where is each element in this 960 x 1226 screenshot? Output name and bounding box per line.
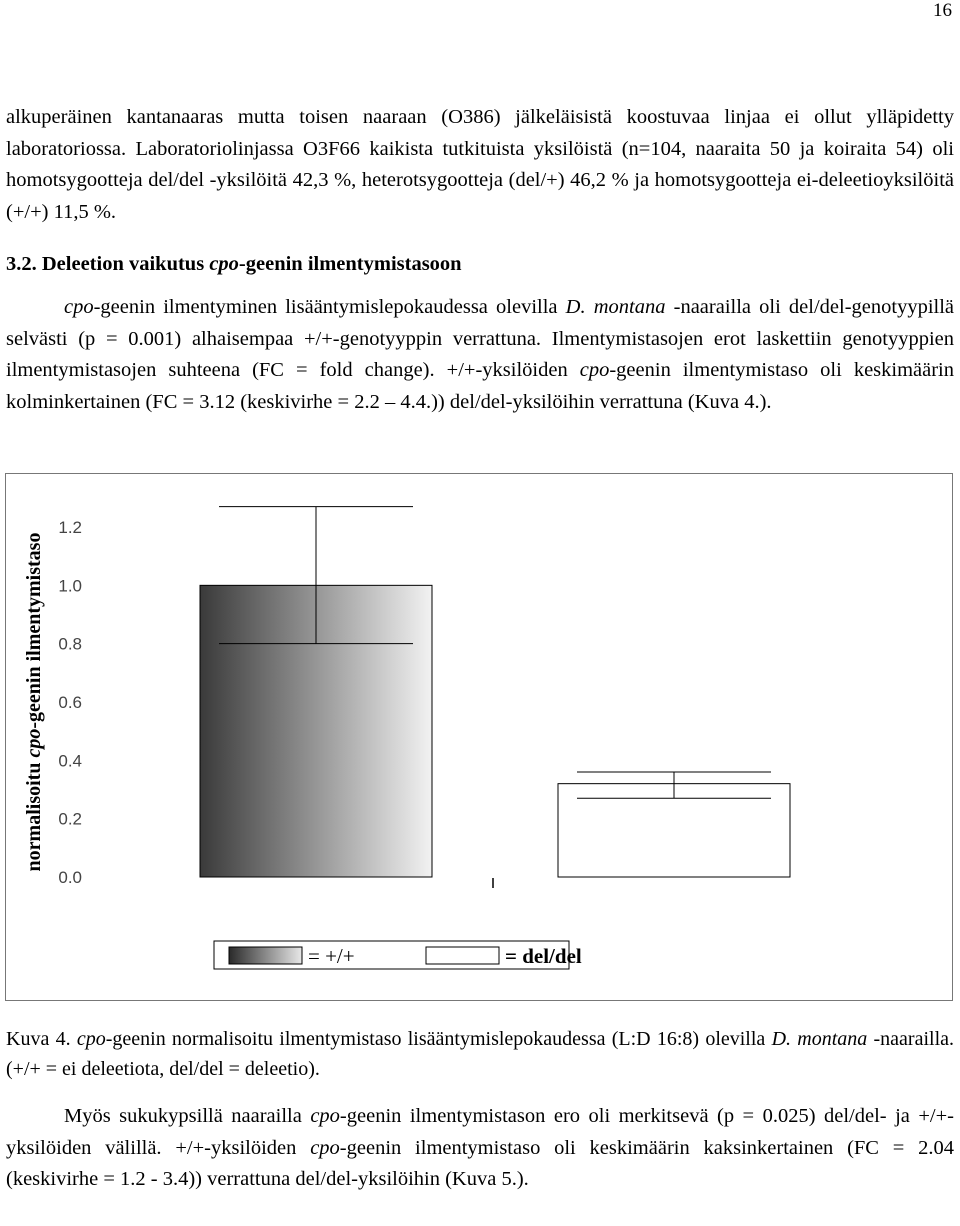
y-tick-label: 0.4: [58, 751, 82, 771]
p2-text-2: -naarailla oli del/del-genotyypillä selvästi (p = 0.001) alhaisempaa +/+-genotyyppin verrattuna. Ilmentymistasojen erot laskettiin genotyyppien ilmentymistasojen suhteena (FC = fold change). +/+-yksilöiden: [6, 296, 955, 381]
legend-swatch-del-del: [426, 947, 499, 964]
y-axis-label-part: -geenin ilmentymistaso: [23, 532, 45, 729]
y-tick-label: 0.2: [58, 809, 82, 829]
caption-text-3: -naarailla. (+/+ = ei deleetiota, del/del = deleetio).: [6, 1028, 955, 1080]
p3-text-1: Myös sukukypsillä naarailla: [64, 1105, 311, 1127]
y-tick-label: 0.0: [58, 868, 82, 887]
heading-text-2: -geenin ilmentymistasoon: [238, 253, 462, 275]
paragraph-3: [6, 1101, 954, 1196]
figure-caption: [6, 1024, 954, 1084]
legend-label-plus-plus: = +/+: [308, 944, 355, 968]
caption-text-1: Kuva 4.: [6, 1028, 77, 1050]
y-tick-label: 0.6: [58, 693, 82, 712]
y-tick-label: 0.8: [58, 634, 82, 654]
section-heading: [6, 253, 462, 276]
bars: [200, 507, 790, 877]
heading-italic: cpo: [209, 253, 239, 275]
p3-italic-1: cpo: [310, 1105, 340, 1127]
heading-text-1: Deleetion vaikutus: [41, 253, 210, 275]
p2-italic-2: D. montana: [565, 296, 666, 318]
caption-text-2: -geenin normalisoitu ilmentymistaso lisääntymislepokaudessa (L:D 16:8) olevilla: [105, 1028, 772, 1050]
page-number: 16: [933, 0, 952, 21]
section-number: 3.2.: [6, 253, 37, 275]
y-axis-label: [23, 533, 45, 872]
y-tick-label: 1.2: [58, 518, 82, 537]
caption-italic-2: D. montana: [771, 1028, 868, 1050]
y-axis-label-part: cpo: [23, 728, 45, 758]
legend-label-del-del: = del/del: [505, 944, 582, 968]
y-axis-label-text: [23, 533, 45, 872]
caption-italic-1: cpo: [76, 1028, 106, 1050]
p3-text-3: -geenin ilmentymistaso oli keskimäärin kaksinkertainen (FC = 2.04 (keskivirhe = 1.2 - 3.4)) verrattuna del/del-yksilöihin (Kuva 5.).: [6, 1136, 954, 1190]
p2-italic-3: cpo: [579, 359, 610, 381]
paragraph-2: [6, 292, 954, 418]
legend-swatch-plus-plus: [229, 947, 302, 964]
paragraph-1: alkuperäinen kantanaaras mutta toisen naaraan (O386) jälkeläisistä koostuvaa linjaa ei ollut ylläpidetty laboratoriossa. Laboratoriolinjassa O3F66 kaikista tutkituista yksilöistä (n=104, naaraita 50 ja koiraita 54) oli homotsygootteja del/del -yksilöitä 42,3 %, heterotsygootteja (del/+) 46,2 % ja homotsygootteja ei-deleetioyksilöitä (+/+) 11,5 %.: [6, 106, 954, 223]
y-axis-label-part: normalisoitu: [23, 757, 45, 872]
p2-text-3: -geenin ilmentymistaso oli keskimäärin kolminkertainen (FC = 3.12 (keskivirhe = 2.2 – 4.4.)) del/del-yksilöihin verrattuna (Kuva 4.).: [6, 359, 955, 413]
p2-text-1: -geenin ilmentyminen lisääntymislepokaudessa olevilla: [93, 296, 566, 318]
bar-chart: [6, 474, 952, 1000]
y-axis-ticks: [58, 518, 82, 887]
y-tick-label: 1.0: [58, 576, 82, 596]
p3-italic-2: cpo: [310, 1136, 340, 1159]
p2-italic-1: cpo: [64, 296, 94, 318]
p3-text-2: -geenin ilmentymistason ero oli merkitsevä (p = 0.025) del/del- ja +/+-yksilöiden välillä. +/+-yksilöiden: [6, 1105, 954, 1159]
figure-frame: [5, 473, 953, 1001]
legend: [214, 941, 582, 969]
